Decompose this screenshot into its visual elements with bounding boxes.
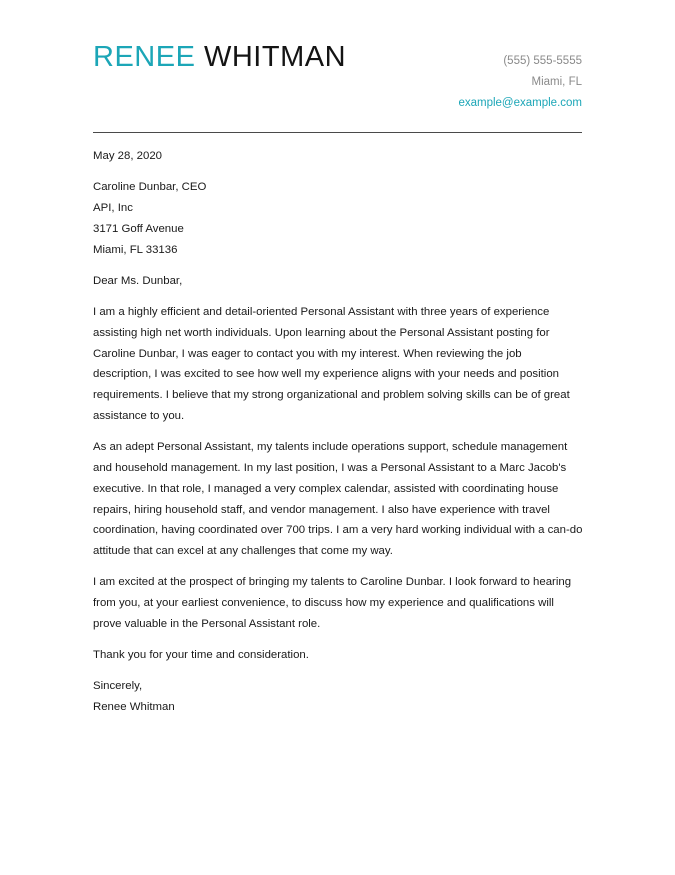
paragraph-experience: As an adept Personal Assistant, my talents include operations support, schedule management and household management. In my last position, I was a Personal Assistant to a Marc Jacob's executive. In that role, I managed a very complex calendar, assisted with coordinating house repairs, hiring household staff, and vendor management. I also have experience with travel coordination, having coordinated over 700 trips. I am a very hard working individual with a can-do attitude that can excel at any challenges that come my way.	[93, 441, 583, 558]
contact-info	[458, 51, 582, 114]
first-name: RENEE	[93, 41, 196, 73]
location: Miami, FL	[531, 76, 582, 88]
header-divider	[93, 132, 582, 133]
signature-name: Renee Whitman	[93, 701, 175, 714]
recipient-street: 3171 Goff Avenue	[93, 222, 184, 235]
signature-block	[93, 676, 583, 718]
email-link[interactable]: example@example.com	[458, 97, 582, 109]
recipient-name-title: Caroline Dunbar, CEO	[93, 181, 207, 194]
paragraph-closing: I am excited at the prospect of bringing my talents to Caroline Dunbar. I look forward to hearing from you, at your earliest convenience, to discuss how my experience and qualifications will prove valuable in the Personal Assistant role.	[93, 576, 572, 630]
closing: Sincerely,	[93, 680, 143, 693]
letter-header	[93, 40, 582, 110]
letter-date: May 28, 2020	[93, 150, 163, 162]
paragraph-thanks: Thank you for your time and consideration.	[93, 649, 309, 662]
recipient-address	[93, 177, 583, 260]
last-name: WHITMAN	[203, 41, 347, 73]
letter-body	[93, 146, 583, 728]
salutation: Dear Ms. Dunbar,	[93, 274, 183, 287]
recipient-city: Miami, FL 33136	[93, 243, 178, 256]
recipient-company: API, Inc	[93, 201, 133, 214]
phone-number: (555) 555-5555	[503, 55, 582, 67]
paragraph-intro: I am a highly efficient and detail-oriented Personal Assistant with three years of experience assisting high net worth individuals. Upon learning about the Personal Assistant posting for Caroline Dunbar, I was eager to contact you with my interest. When reviewing the job description, I was excited to see how well my experience aligns with your needs and position requirements. I believe that my strong organizational and problem solving skills can be of great assistance to you.	[93, 305, 570, 422]
applicant-name	[93, 40, 346, 74]
